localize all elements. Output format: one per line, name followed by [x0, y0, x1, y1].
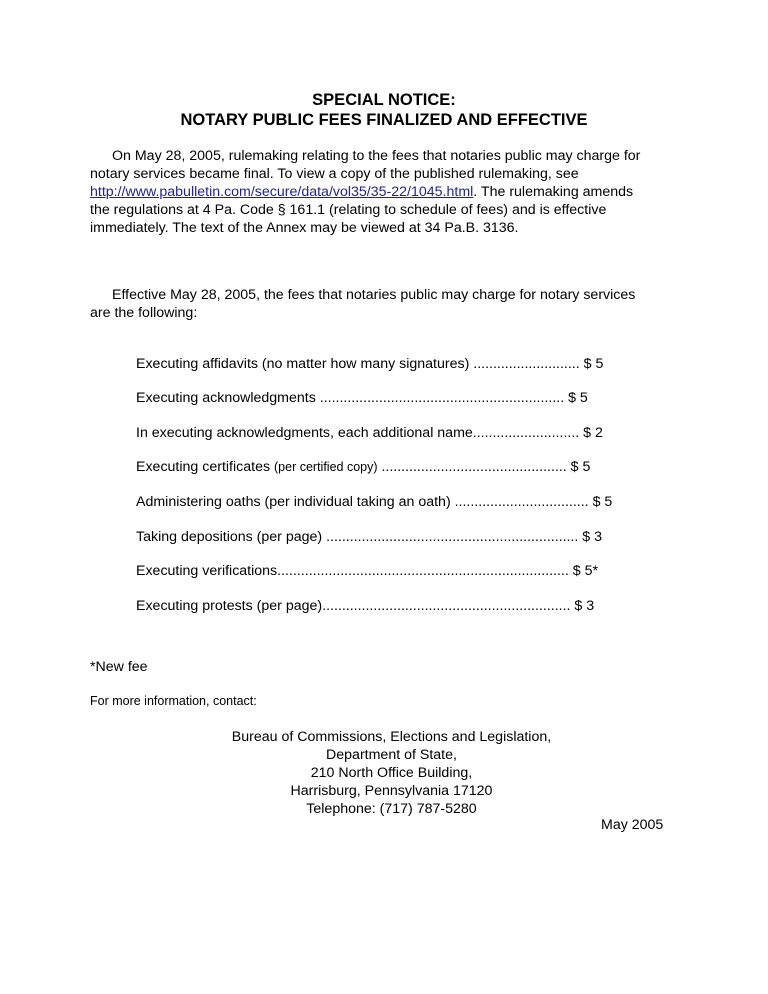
- fee-label: Executing certificates: [136, 459, 274, 475]
- effective-line-2: are the following:: [90, 305, 198, 321]
- fee-amount: $ 2: [579, 425, 603, 441]
- fee-label: Administering oaths (per individual taking an oath): [136, 494, 455, 510]
- fee-label: Executing protests (per page): [136, 598, 323, 614]
- intro-line-4: the regulations at 4 Pa. Code § 161.1 (relating to schedule of fees) and is effective: [90, 202, 607, 218]
- fee-leader: ...............................................................: [322, 598, 571, 614]
- fee-leader: ...........................: [473, 356, 580, 372]
- fee-label: Taking depositions (per page): [136, 529, 327, 545]
- fee-leader: ...............................................: [377, 459, 567, 475]
- fee-row-oaths: [136, 493, 612, 511]
- intro-line-1: On May 28, 2005, rulemaking relating to the fees that notaries public may charge for: [112, 148, 641, 164]
- fee-note: (per certified copy): [274, 460, 378, 474]
- contact-department: Department of State,: [326, 747, 457, 763]
- fee-leader: ..................................: [454, 494, 589, 510]
- fee-amount: $ 5: [579, 356, 604, 372]
- intro-line-3-rest: . The rulemaking amends: [473, 184, 634, 200]
- new-fee-footnote: *New fee: [90, 659, 148, 675]
- fee-label: Executing affidavits (no matter how many signatures): [136, 356, 474, 372]
- intro-line-5: immediately. The text of the Annex may be viewed at 34 Pa.B. 3136.: [90, 220, 519, 236]
- fee-leader: ..............................................................: [319, 390, 565, 406]
- notice-date: May 2005: [601, 817, 664, 833]
- fee-amount: $ 3: [578, 529, 603, 545]
- fee-leader: ..........................................................................: [277, 563, 569, 579]
- intro-line-3: [90, 183, 690, 201]
- pa-bulletin-link[interactable]: http://www.pabulletin.com/secure/data/vol35/35-22/1045.html: [90, 184, 474, 200]
- fee-row-acknowledgments: [136, 389, 588, 407]
- notice-subheading: NOTARY PUBLIC FEES FINALIZED AND EFFECTIVE: [180, 111, 588, 129]
- effective-line-1: Effective May 28, 2005, the fees that notaries public may charge for notary services: [112, 287, 636, 303]
- effective-paragraph: [90, 286, 690, 322]
- fee-row-affidavits: [136, 355, 603, 373]
- contact-city: Harrisburg, Pennsylvania 17120: [290, 783, 493, 799]
- notice-heading: SPECIAL NOTICE:: [312, 91, 456, 109]
- fee-amount: $ 5*: [568, 563, 599, 579]
- fee-row-protests: [136, 597, 594, 615]
- fee-row-depositions: [136, 528, 602, 546]
- fee-row-verifications: [136, 562, 598, 580]
- fee-label: In executing acknowledgments, each additional name: [136, 425, 473, 441]
- fee-amount: $ 5: [566, 459, 591, 475]
- fee-row-additional-name: [136, 424, 603, 442]
- fee-leader: ...........................: [472, 425, 580, 441]
- contact-block: [0, 728, 768, 818]
- intro-line-2: notary services became final. To view a copy of the published rulemaking, see: [90, 166, 579, 182]
- fee-row-certificates: [136, 458, 590, 476]
- contact-building: 210 North Office Building,: [310, 765, 473, 781]
- fee-amount: $ 5: [588, 494, 613, 510]
- more-info-label: For more information, contact:: [90, 694, 257, 708]
- fee-label: Executing verifications: [136, 563, 278, 579]
- fee-amount: $ 5: [564, 390, 588, 406]
- fee-label: Executing acknowledgments: [136, 390, 320, 406]
- contact-bureau: Bureau of Commissions, Elections and Legislation,: [231, 729, 552, 745]
- fee-amount: $ 3: [570, 598, 595, 614]
- fee-leader: ................................................................: [326, 529, 579, 545]
- intro-paragraph: [90, 147, 690, 237]
- contact-telephone: Telephone: (717) 787-5280: [306, 801, 477, 817]
